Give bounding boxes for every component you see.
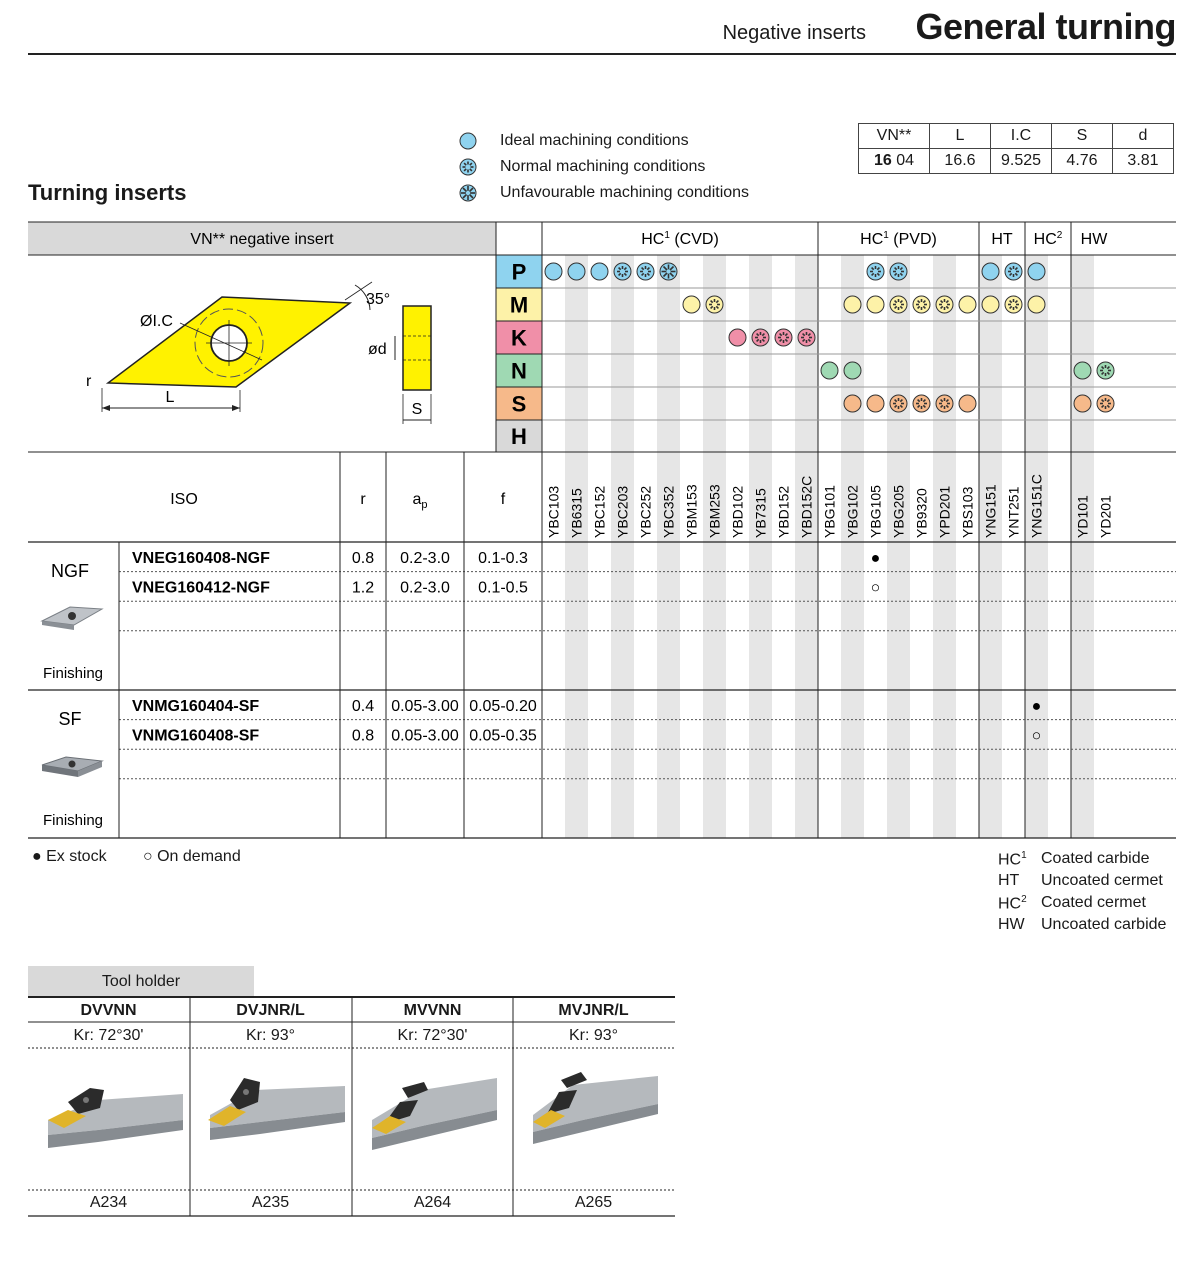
material-group-label: HT — [991, 231, 1013, 248]
page-title: General turning — [915, 6, 1176, 47]
iso-material-letter: N — [511, 358, 527, 384]
insert-depth-of-cut: 0.2-3.0 — [400, 549, 450, 567]
grade-label: YD201 — [1097, 495, 1114, 538]
material-group-label: $HC^1$ (CVD) — [641, 230, 719, 248]
dim-value-ic: 9.525 — [991, 149, 1052, 174]
iso-material-letter: S — [511, 391, 527, 417]
insert-radius: 0.8 — [351, 727, 375, 745]
dim-header-d: d — [1113, 124, 1174, 149]
tool-holder-mvjnr — [513, 998, 674, 1216]
material-group-label: $HC^2$ — [1033, 230, 1063, 248]
label-radius: r — [86, 373, 92, 390]
tool-page: A265 — [574, 1194, 613, 1211]
tool-page: A235 — [251, 1194, 290, 1211]
grade-label: YBG102 — [844, 485, 861, 538]
tool-name: DVVNN — [80, 1002, 137, 1019]
header-subtitle: Negative inserts — [722, 22, 866, 44]
availability-mark: ○ — [870, 579, 881, 597]
material-legend-hc1: $HC^1$ — [998, 850, 1027, 869]
tool-holder-dvjnr — [190, 998, 351, 1216]
insert-feed: 0.05-0.35 — [469, 727, 537, 745]
insert-iso-code: VNEG160408-NGF — [132, 549, 270, 567]
dim-size-rest: 04 — [896, 152, 915, 169]
dim-header-l: L — [930, 124, 991, 149]
tool-name: MVVNN — [403, 1002, 462, 1019]
insert-iso-code: VNEG160412-NGF — [132, 579, 270, 597]
grade-label: YB6315 — [568, 488, 585, 538]
legend-ex-stock: ● Ex stock — [32, 848, 107, 865]
grade-label: YBC203 — [614, 485, 631, 538]
iso-material-letter: P — [511, 259, 527, 285]
grade-label: YBG101 — [821, 485, 838, 538]
tool-holder-mvvnn — [352, 998, 513, 1216]
grade-label: YBM253 — [706, 484, 723, 538]
availability-mark: ● — [1031, 697, 1042, 715]
grade-label: YBC152 — [591, 485, 608, 538]
dim-value-d: 3.81 — [1113, 149, 1174, 174]
material-legend-ht: HT — [998, 872, 1020, 889]
material-legend-hc2: $HC^2$ — [998, 894, 1027, 913]
tool-kr: Kr: 93° — [245, 1027, 296, 1044]
dim-value-s: 4.76 — [1052, 149, 1113, 174]
insert-iso-code: VNMG160404-SF — [132, 697, 260, 715]
grade-label: YBC103 — [545, 485, 562, 538]
availability-mark: ● — [870, 549, 881, 567]
insert-feed: 0.1-0.3 — [478, 549, 528, 567]
section-title: Turning inserts — [28, 180, 187, 205]
tool-kr: Kr: 93° — [568, 1027, 619, 1044]
insert-depth-of-cut: 0.05-3.00 — [391, 697, 459, 715]
insert-radius: 1.2 — [351, 579, 375, 597]
group-application: Finishing — [42, 812, 104, 829]
header-iso: ISO — [170, 491, 198, 508]
tool-page: A234 — [89, 1194, 128, 1211]
dim-size-bold: 16 — [873, 152, 892, 169]
grade-label: YPD201 — [936, 485, 953, 538]
material-legend-ht-desc: Uncoated cermet — [1041, 872, 1163, 889]
grade-label: YBC352 — [660, 485, 677, 538]
grade-label: YB9320 — [913, 488, 930, 538]
label-thickness: S — [411, 401, 423, 418]
insert-depth-of-cut: 0.05-3.00 — [391, 727, 459, 745]
mvvnn-holder-image — [362, 1060, 507, 1170]
insert-feed: 0.1-0.5 — [478, 579, 528, 597]
material-legend-hc1-desc: Coated carbide — [1041, 850, 1150, 867]
dim-header-ic: I.C — [991, 124, 1052, 149]
dim-header-s: S — [1052, 124, 1113, 149]
material-legend-hw: HW — [998, 916, 1025, 933]
tool-name: DVJNR/L — [236, 1002, 305, 1019]
dim-value-l: 16.6 — [930, 149, 991, 174]
group-name: NGF — [51, 561, 89, 581]
tool-page: A264 — [413, 1194, 452, 1211]
grade-label: YBD102 — [729, 485, 746, 538]
header-radius: r — [360, 491, 366, 508]
grade-label: YBD152C — [798, 475, 815, 538]
label-angle: 35° — [366, 291, 391, 308]
iso-material-letter: M — [509, 292, 529, 318]
label-length: L — [165, 389, 175, 406]
insert-iso-code: VNMG160408-SF — [132, 727, 260, 745]
insert-panel-title: VN** negative insert — [190, 231, 334, 248]
mvjnr-holder-image — [523, 1060, 668, 1170]
legend-unfavourable-label: Unfavourable machining conditions — [500, 184, 750, 201]
grade-label: YB7315 — [752, 488, 769, 538]
insert-depth-of-cut: 0.2-3.0 — [400, 579, 450, 597]
availability-mark: ○ — [1031, 727, 1042, 745]
dim-header-vn: VN** — [859, 124, 930, 149]
legend-normal-label: Normal machining conditions — [500, 158, 706, 175]
material-legend-hw-desc: Uncoated carbide — [1041, 916, 1167, 933]
tool-name: MVJNR/L — [558, 1002, 629, 1019]
insert-feed: 0.05-0.20 — [469, 697, 537, 715]
dvvnn-holder-image — [38, 1060, 183, 1170]
iso-material-letter: K — [511, 325, 527, 351]
header-depth-of-cut: $a_p$ — [412, 491, 428, 511]
legend-on-demand: ○ On demand — [143, 848, 241, 865]
material-legend-hc2-desc: Coated cermet — [1041, 894, 1146, 911]
insert-radius: 0.4 — [351, 697, 375, 715]
grade-label: YD101 — [1074, 495, 1091, 538]
dvjnr-holder-image — [200, 1060, 345, 1170]
material-group-label: HW — [1080, 231, 1108, 248]
grade-label: YBG205 — [890, 485, 907, 538]
material-group-label: $HC^1$ (PVD) — [860, 230, 937, 248]
tool-holder-title: Tool holder — [28, 966, 254, 996]
grade-label: YNG151 — [982, 484, 999, 538]
grade-label: YBG105 — [867, 485, 884, 538]
iso-material-letter: H — [511, 424, 527, 449]
header-feed: f — [500, 491, 506, 508]
tool-kr: Kr: 72°30' — [73, 1027, 144, 1044]
label-ic: ØI.C — [140, 313, 173, 330]
group-name: SF — [58, 709, 82, 729]
grade-label: YNT251 — [1005, 486, 1022, 538]
insert-radius: 0.8 — [351, 549, 375, 567]
grade-label: YBM153 — [683, 484, 700, 538]
tool-kr: Kr: 72°30' — [397, 1027, 468, 1044]
grade-label: YNG151C — [1028, 474, 1045, 538]
grade-label: YBD152 — [775, 485, 792, 538]
group-application: Finishing — [42, 665, 104, 682]
label-diameter: ød — [368, 341, 387, 358]
legend-ideal-label: Ideal machining conditions — [500, 132, 689, 149]
tool-holder-dvvnn — [28, 998, 189, 1216]
grade-label: YBS103 — [959, 486, 976, 538]
grade-label: YBC252 — [637, 485, 654, 538]
